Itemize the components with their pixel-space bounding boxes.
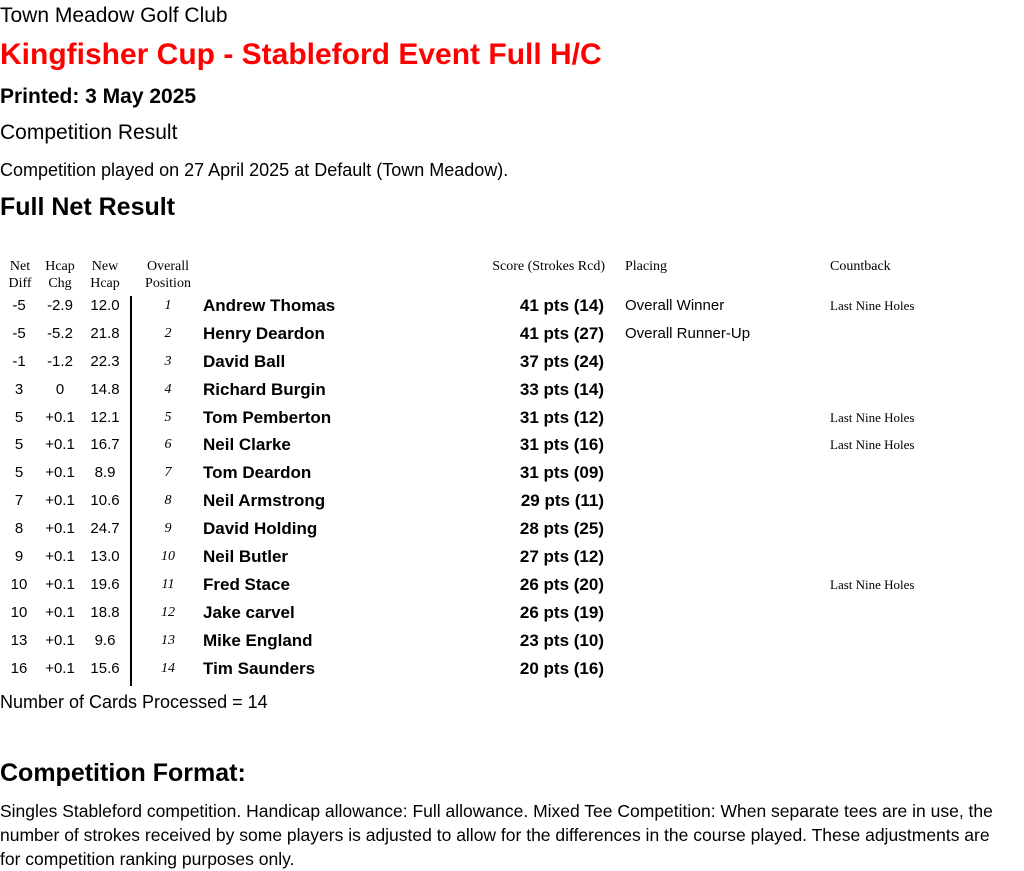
- net-diff-cell: 5: [14, 436, 24, 454]
- placing-cell: Overall Winner: [625, 297, 725, 314]
- net-diff-cell: 5: [14, 408, 24, 426]
- table-row: [0, 320, 1024, 348]
- competition-format-heading: Competition Format:: [0, 759, 246, 787]
- table-row: [0, 627, 1024, 655]
- net-diff-cell: -1: [12, 352, 26, 370]
- position-cell: 4: [164, 381, 172, 397]
- header-line: Overall: [147, 259, 189, 274]
- score-cell: 41 pts (14): [519, 296, 604, 315]
- printed-date: Printed: 3 May 2025: [0, 85, 197, 108]
- column-header-hcap-chg: [42, 258, 78, 292]
- cards-processed: Number of Cards Processed = 14: [0, 692, 268, 712]
- player-name: Tim Saunders: [203, 658, 316, 678]
- new-hcap-cell: 19.6: [90, 575, 120, 593]
- score-cell: 29 pts (11): [520, 491, 604, 511]
- net-diff-cell: 8: [14, 520, 24, 538]
- position-cell: 3: [164, 353, 172, 369]
- competition-result-heading: Competition Result: [0, 121, 178, 144]
- position-cell: 8: [164, 493, 172, 509]
- header-line: Hcap: [45, 259, 75, 274]
- player-name: Tom Deardon: [203, 463, 312, 483]
- position-cell: 1: [164, 298, 172, 313]
- position-cell: 2: [164, 325, 172, 341]
- hcap-chg-cell: +0.1: [45, 631, 75, 649]
- placing-cell: Overall Runner-Up: [625, 324, 751, 342]
- hcap-chg-cell: +0.1: [45, 575, 75, 593]
- player-name: Fred Stace: [203, 574, 290, 594]
- table-row: [0, 348, 1024, 376]
- hcap-chg-cell: +0.1: [45, 408, 75, 426]
- column-header-countback: Countback: [830, 259, 891, 274]
- position-cell: 10: [161, 549, 175, 565]
- player-name: Neil Armstrong: [203, 491, 326, 511]
- new-hcap-cell: 22.3: [90, 352, 120, 370]
- score-cell: 31 pts (09): [519, 463, 604, 483]
- column-header-net-diff: [4, 258, 36, 292]
- player-name: Henry Deardon: [203, 323, 325, 343]
- position-cell: 14: [161, 660, 175, 676]
- score-cell: 27 pts (12): [519, 547, 604, 567]
- new-hcap-cell: 10.6: [90, 492, 120, 510]
- score-cell: 37 pts (24): [519, 351, 604, 371]
- column-header-new-hcap: [86, 258, 124, 292]
- new-hcap-cell: 8.9: [94, 464, 116, 482]
- table-row: [0, 487, 1024, 515]
- table-row: [0, 376, 1024, 404]
- position-cell: 6: [164, 437, 172, 453]
- score-cell: 23 pts (10): [519, 630, 604, 650]
- net-diff-cell: 5: [14, 464, 24, 482]
- new-hcap-cell: 12.0: [90, 297, 120, 314]
- score-cell: 26 pts (19): [519, 602, 604, 622]
- full-net-result-heading: Full Net Result: [0, 193, 176, 221]
- net-diff-cell: 16: [10, 659, 28, 677]
- hcap-chg-cell: +0.1: [45, 659, 75, 677]
- table-row: [0, 543, 1024, 571]
- new-hcap-cell: 24.7: [90, 520, 120, 538]
- net-diff-cell: -5: [12, 297, 26, 314]
- hcap-chg-cell: +0.1: [45, 436, 75, 454]
- player-name: David Holding: [203, 519, 318, 539]
- table-row: [0, 655, 1024, 683]
- hcap-chg-cell: -2.9: [47, 297, 73, 314]
- new-hcap-cell: 12.1: [90, 408, 120, 426]
- net-diff-cell: 7: [14, 492, 24, 510]
- score-cell: 33 pts (14): [519, 379, 604, 399]
- new-hcap-cell: 21.8: [90, 324, 120, 342]
- header-line: Net: [9, 259, 31, 274]
- score-cell: 28 pts (25): [519, 519, 604, 539]
- played-info: Competition played on 27 April 2025 at Default (Town Meadow).: [0, 160, 509, 180]
- new-hcap-cell: 15.6: [90, 659, 120, 677]
- position-cell: 7: [164, 465, 172, 481]
- header-line: Position: [145, 276, 191, 291]
- event-title: Kingfisher Cup - Stableford Event Full H/C: [0, 38, 602, 71]
- competition-format-text: Singles Stableford competition. Handicap allowance: Full allowance. Mixed Tee Competition: When separate tees are in use, the number of strokes received by some players is adjusted to allow for the differences in the course played. These adjustments are for competition ranking purposes only.: [0, 801, 993, 869]
- hcap-chg-cell: +0.1: [45, 492, 75, 510]
- net-diff-cell: 10: [10, 603, 28, 621]
- player-name: Richard Burgin: [203, 379, 326, 399]
- table-row: [0, 292, 1024, 320]
- score-cell: 26 pts (20): [519, 574, 604, 594]
- new-hcap-cell: 18.8: [90, 603, 120, 621]
- table-row: [0, 404, 1024, 432]
- header-line: Hcap: [90, 276, 120, 291]
- hcap-chg-cell: +0.1: [45, 464, 75, 482]
- net-diff-cell: 13: [10, 631, 28, 649]
- score-cell: 31 pts (16): [519, 435, 604, 455]
- position-cell: 5: [164, 409, 172, 425]
- table-row: [0, 459, 1024, 487]
- hcap-chg-cell: +0.1: [45, 548, 75, 566]
- header-line: Chg: [48, 276, 72, 291]
- new-hcap-cell: 14.8: [90, 380, 120, 398]
- hcap-chg-cell: -5.2: [47, 324, 73, 342]
- net-diff-cell: 9: [14, 548, 24, 566]
- results-table: [0, 292, 1024, 682]
- hcap-chg-cell: -1.2: [47, 352, 73, 370]
- countback-cell: Last Nine Holes: [830, 437, 915, 453]
- countback-cell: Last Nine Holes: [830, 576, 915, 592]
- table-row: [0, 431, 1024, 459]
- player-name: Andrew Thomas: [203, 296, 336, 315]
- position-cell: 11: [161, 576, 175, 592]
- new-hcap-cell: 9.6: [94, 631, 116, 649]
- table-row: [0, 571, 1024, 599]
- countback-cell: Last Nine Holes: [830, 298, 915, 313]
- score-cell: 31 pts (12): [519, 407, 604, 427]
- new-hcap-cell: 16.7: [90, 436, 120, 454]
- hcap-chg-cell: +0.1: [45, 603, 75, 621]
- player-name: Tom Pemberton: [203, 407, 332, 427]
- position-cell: 12: [161, 604, 175, 620]
- column-header-score: Score (Strokes Rcd): [492, 259, 605, 274]
- player-name: Jake carvel: [203, 602, 295, 622]
- countback-cell: Last Nine Holes: [830, 409, 915, 425]
- table-row: [0, 599, 1024, 627]
- position-cell: 9: [164, 521, 172, 537]
- net-diff-cell: -5: [12, 324, 26, 342]
- column-header-placing: Placing: [625, 259, 667, 274]
- net-diff-cell: 3: [14, 380, 24, 398]
- table-row: [0, 515, 1024, 543]
- club-name: Town Meadow Golf Club: [0, 4, 228, 27]
- hcap-chg-cell: +0.1: [45, 520, 75, 538]
- player-name: Mike England: [203, 630, 313, 650]
- header-line: New: [91, 259, 119, 274]
- column-header-overall-position: [136, 258, 200, 292]
- position-cell: 13: [161, 632, 175, 648]
- player-name: Neil Clarke: [203, 435, 291, 455]
- net-diff-cell: 10: [10, 575, 28, 593]
- new-hcap-cell: 13.0: [90, 548, 120, 566]
- player-name: David Ball: [203, 351, 286, 371]
- score-cell: 41 pts (27): [519, 323, 604, 343]
- hcap-chg-cell: 0: [55, 380, 65, 398]
- score-cell: 20 pts (16): [519, 658, 604, 678]
- header-line: Diff: [8, 276, 32, 291]
- player-name: Neil Butler: [203, 547, 289, 567]
